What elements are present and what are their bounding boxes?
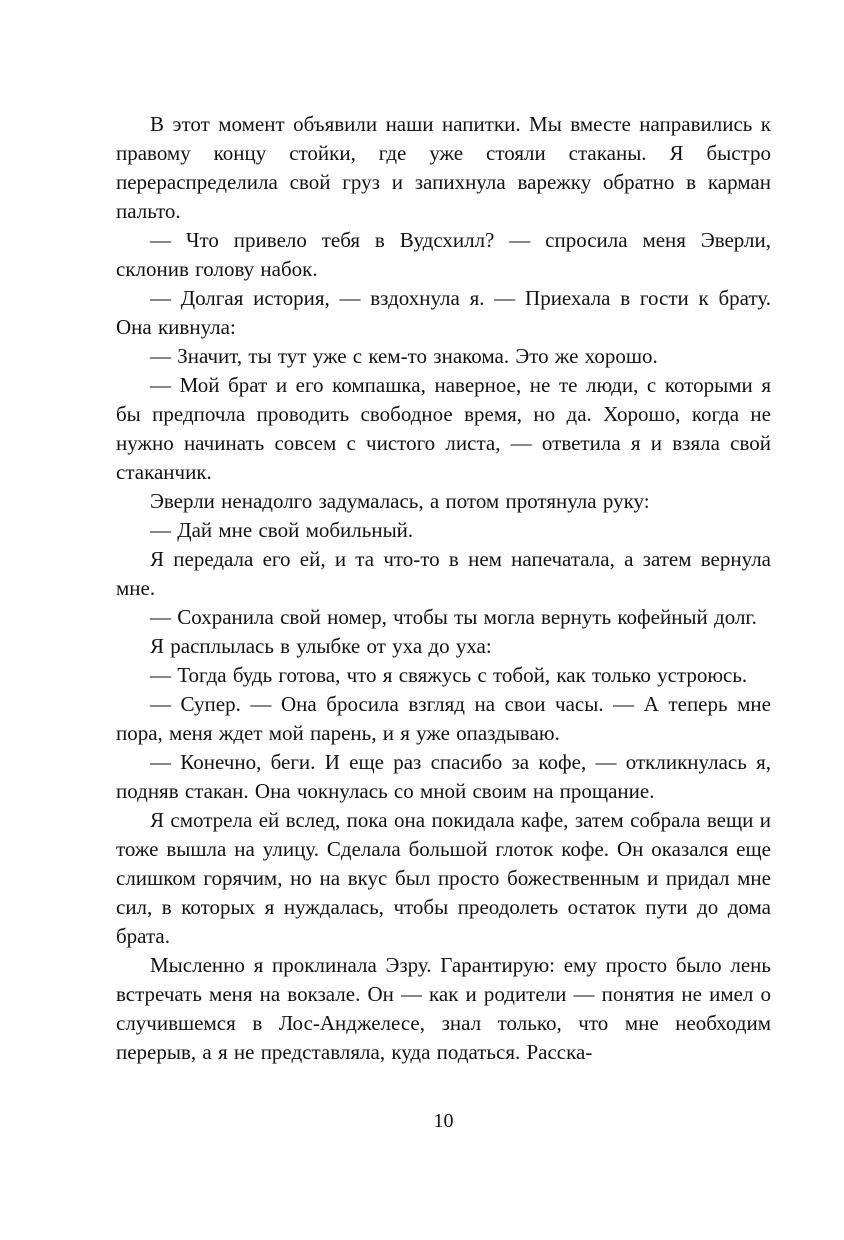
paragraph: — Супер. — Она бросила взгляд на свои часы. — А теперь мне пора, меня ждет мой парень, и я уже опаздываю. bbox=[116, 692, 771, 745]
paragraph: — Конечно, беги. И еще раз спасибо за кофе, — откликнулась я, подняв стакан. Она чокнулась со мной своим на прощание. bbox=[116, 750, 771, 803]
paragraph: — Дай мне свой мобильный. bbox=[150, 518, 414, 542]
paragraph: Эверли ненадолго задумалась, а потом протянула руку: bbox=[150, 489, 650, 513]
page-number: 10 bbox=[433, 1110, 454, 1132]
paragraph: Я смотрела ей вслед, пока она покидала кафе, затем собрала вещи и тоже вышла на улицу. Сделала большой глоток кофе. Он оказался еще слишком горячим, но на вкус был просто божественным и придал мне сил, в которых я нуждалась, чтобы преодолеть остаток пути до дома брата. bbox=[116, 808, 771, 948]
page-text bbox=[116, 110, 771, 1067]
paragraph: — Сохранила свой номер, чтобы ты могла вернуть кофейный долг. bbox=[150, 605, 757, 629]
paragraph: Я передала его ей, и та что-то в нем напечатала, а затем вернула мне. bbox=[116, 547, 771, 600]
paragraph: В этот момент объявили наши напитки. Мы вместе направились к правому концу стойки, где уже стояли стаканы. Я быстро перераспределила свой груз и запихнула варежку обратно в карман пальто. bbox=[116, 112, 771, 223]
paragraph: — Что привело тебя в Вудсхилл? — спросила меня Эверли, склонив голову набок. bbox=[116, 228, 771, 281]
paragraph: — Долгая история, — вздохнула я. — Приехала в гости к брату. Она кивнула: bbox=[116, 286, 771, 339]
paragraph: Мысленно я проклинала Эзру. Гарантирую: ему просто было лень встречать меня на вокзале. Он — как и родители — понятия не имел о случившемся в Лос-Анджелесе, знал только, что мне необходим перерыв, а я не представляла, куда податься. Расска- bbox=[116, 953, 771, 1064]
paragraph: — Мой брат и его компашка, наверное, не те люди, с которыми я бы предпочла проводить свободное время, но да. Хорошо, когда не нужно начинать совсем с чистого листа, — ответила я и взяла свой стаканчик. bbox=[116, 373, 771, 484]
paragraph: — Значит, ты тут уже с кем-то знакома. Это же хорошо. bbox=[150, 344, 658, 368]
paragraph: Я расплылась в улыбке от уха до уха: bbox=[150, 634, 492, 658]
paragraph: — Тогда будь готова, что я свяжусь с тобой, как только устроюсь. bbox=[150, 663, 748, 687]
